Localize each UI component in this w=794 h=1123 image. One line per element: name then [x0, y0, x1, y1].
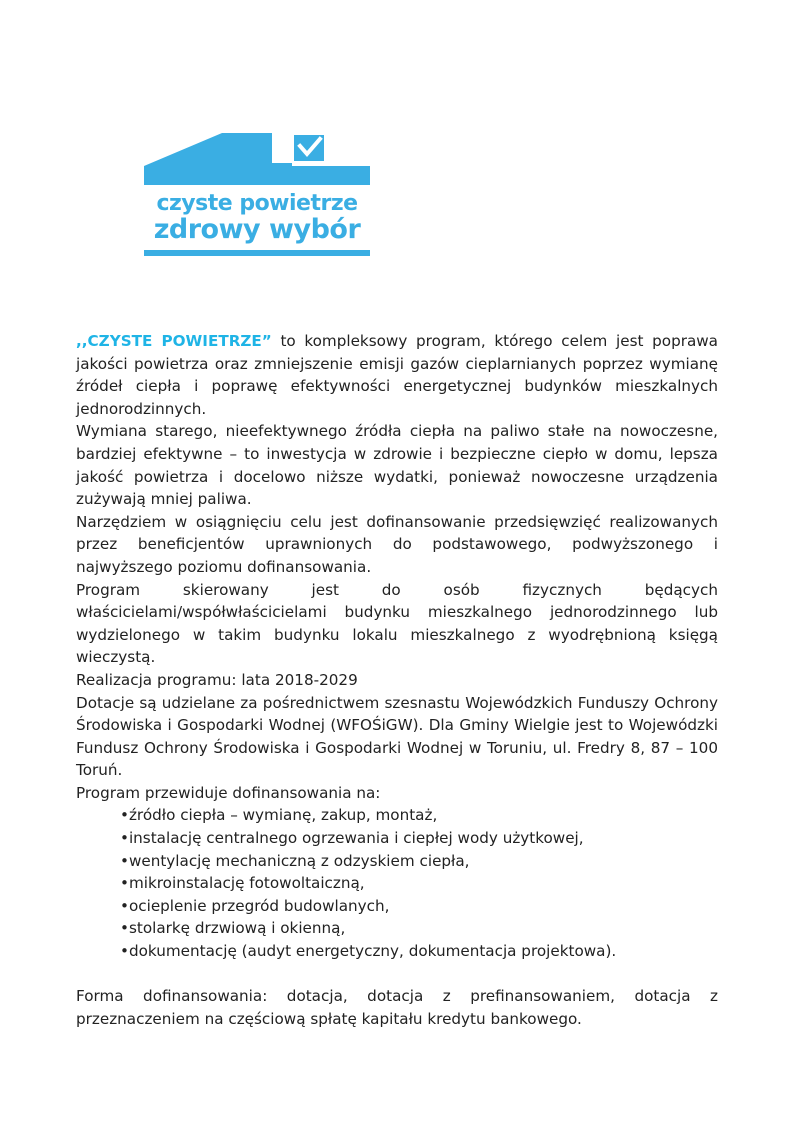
paragraph-target-group: Program skierowany jest do osób fizycznych będących właścicielami/współwłaścicielami budynku mieszkalnego jednorodzinnego lub wydzielonego w takim budynku lokalu mieszkalnego z wyodrębnioną księgą wieczystą.	[76, 580, 718, 667]
paragraph-spacer	[76, 963, 718, 986]
intro-text: to kompleksowy program, którego celem jest poprawa jakości powietrza oraz zmniejszenie emisji gazów cieplarnianych poprzez wymianę źródeł ciepła i poprawę efektywności energetycznej budynków mieszkalnych jednorodzinnych.	[76, 332, 718, 418]
paragraph-scope-intro: Program przewiduje dofinansowania na:	[76, 783, 381, 802]
intro-paragraph	[76, 330, 718, 420]
document-body	[76, 330, 718, 1030]
logo-text-line1: czyste powietrze	[156, 191, 358, 216]
list-item: •instalację centralnego ogrzewania i ciepłej wody użytkowej,	[120, 829, 584, 848]
paragraph-funding-form: Forma dofinansowania: dotacja, dotacja z prefinansowaniem, dotacja z przeznaczeniem na częściową spłatę kapitału kredytu bankowego.	[76, 987, 718, 1028]
paragraph-period: Realizacja programu: lata 2018-2029	[76, 670, 358, 689]
program-name-highlight: ,,CZYSTE POWIETRZE”	[76, 332, 272, 350]
paragraph-replacement: Wymiana starego, nieefektywnego źródła ciepła na paliwo stałe na nowoczesne, bardziej efektywne – to inwestycja w zdrowie i bezpieczne ciepło w domu, lepsza jakość powietrza i docelowo niższe wydatki, ponieważ nowoczesne urządzenia zużywają mniej paliwa.	[76, 422, 718, 509]
program-logo	[144, 133, 370, 257]
logo-text-line2: zdrowy wybór	[153, 214, 361, 245]
paragraph-grants: Dotacje są udzielane za pośrednictwem szesnastu Wojewódzkich Funduszy Ochrony Środowiska i Gospodarki Wodnej (WFOŚiGW). Dla Gminy Wielgie jest to Wojewódzki Fundusz Ochrony Środowiska i Gospodarki Wodnej w Toruniu, ul. Fredry 8, 87 – 100 Toruń.	[76, 693, 718, 780]
funding-scope-list	[76, 804, 718, 962]
list-item: •źródło ciepła – wymianę, zakup, montaż,	[120, 806, 438, 825]
list-item: •dokumentację (audyt energetyczny, dokumentacja projektowa).	[120, 942, 617, 961]
list-item: •mikroinstalację fotowoltaiczną,	[120, 874, 365, 893]
list-item: •ocieplenie przegród budowlanych,	[120, 896, 390, 915]
list-item: •stolarkę drzwiową i okienną,	[120, 919, 346, 938]
paragraph-funding-tool: Narzędziem w osiągnięciu celu jest dofinansowanie przedsięwzięć realizowanych przez beneficjentów uprawnionych do podstawowego, podwyższonego i najwyższego poziomu dofinansowania.	[76, 512, 718, 576]
list-item: •wentylację mechaniczną z odzyskiem ciepła,	[120, 851, 470, 870]
